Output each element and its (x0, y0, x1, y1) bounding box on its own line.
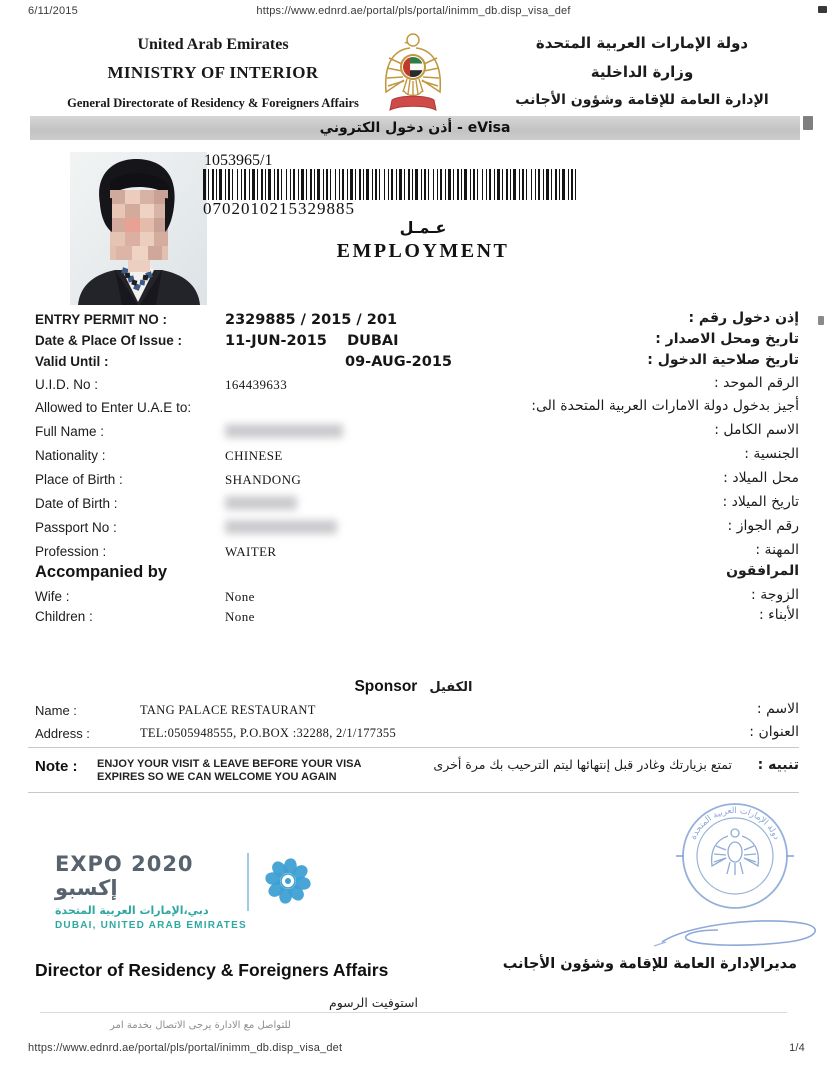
field-value: TANG PALACE RESTAURANT (140, 703, 316, 717)
official-stamp-icon (676, 800, 794, 917)
field-label: Allowed to Enter U.A.E to: (35, 400, 192, 415)
applicant-photo (70, 152, 207, 305)
field-label-ar: الأبناء : (758, 607, 799, 623)
fees-collected-ar: استوفيت الرسوم (328, 995, 419, 1010)
field-value: 11-JUN-2015 DUBAI (225, 333, 399, 349)
expo-city-en: DUBAI, UNITED ARAB EMIRATES (55, 920, 247, 931)
field-row-passport-no (35, 520, 799, 539)
accompanied-by-heading (35, 563, 799, 585)
note-text-line1: ENJOY YOUR VISIT & LEAVE BEFORE YOUR VISA (97, 758, 362, 770)
field-value: SHANDONG (225, 472, 302, 487)
directorate-name-ar: الإدارة العامة للإقامة وشؤون الأجانب (515, 92, 769, 108)
barcode-number: 0702010215329885 (203, 199, 355, 218)
field-label: Date of Birth : (35, 496, 118, 511)
expo2020-logo (55, 852, 255, 931)
page-number: 1/4 (789, 1042, 805, 1054)
field-row-place-of-birth (35, 472, 799, 491)
field-row-profession (35, 544, 799, 563)
redacted-value (225, 424, 343, 438)
field-row-allowed-to-enter (35, 400, 799, 419)
field-value: WAITER (225, 544, 277, 559)
visa-type (203, 218, 643, 263)
ministry-name-ar: وزارة الداخلية (590, 63, 694, 81)
stamp-ring-text: دولة الإمارات العربية المتحدة (688, 805, 782, 842)
field-label: Profession : (35, 544, 107, 559)
field-label: Name : (35, 703, 77, 718)
field-row-sponsor-name (35, 703, 799, 722)
print-date: 6/11/2015 (28, 5, 78, 17)
barcode (203, 169, 583, 200)
country-name: United Arab Emirates (137, 36, 289, 53)
field-label-ar: محل الميلاد : (723, 470, 799, 486)
print-url: https://www.ednrd.ae/portal/pls/portal/inimm_db.disp_visa_def (256, 5, 571, 17)
expo-rosette-icon (258, 851, 318, 916)
scan-artifact (803, 116, 813, 130)
field-label-ar: الرقم الموحد : (714, 375, 799, 391)
sponsor-heading-ar: الكفيل (429, 680, 473, 695)
field-row-date-of-birth (35, 496, 799, 515)
expo-wordmark: EXPO 2020 إكسبو (55, 852, 194, 900)
file-number: 1053965/1 (204, 152, 273, 169)
director-title-ar: مديرالإدارة العامة للإقامة وشؤون الأجانب (502, 956, 797, 972)
country-name-ar: دولة الإمارات العربية المتحدة (535, 34, 749, 52)
field-label: Children : (35, 609, 93, 624)
sponsor-heading-en: Sponsor (354, 678, 418, 695)
field-value: 164439633 (225, 377, 288, 392)
accompanied-heading-ar: المرافقون (726, 563, 799, 579)
redacted-value (225, 496, 297, 510)
field-label-ar: الزوجة : (751, 587, 799, 603)
field-value: None (225, 589, 255, 604)
redacted-value (225, 520, 337, 534)
sponsor-heading (0, 678, 827, 696)
field-row-valid-until (35, 354, 799, 373)
contact-note-ar: للتواصل مع الادارة يرجى الاتصال بخدمة امر (110, 1020, 291, 1031)
ministry-name: MINISTRY OF INTERIOR (107, 63, 319, 82)
field-row-entry-permit-no (35, 312, 799, 331)
field-label: Passport No : (35, 520, 117, 535)
field-label: Date & Place Of Issue : (35, 333, 183, 348)
field-label: U.I.D. No : (35, 377, 99, 392)
note-label-ar: تنبيه : (757, 757, 799, 773)
visa-type-arabic: عـمـل (399, 218, 447, 237)
field-value: CHINESE (225, 448, 283, 463)
evisa-title-banner (30, 116, 800, 140)
note-text-line2: EXPIRES SO WE CAN WELCOME YOU AGAIN (97, 771, 337, 783)
field-value: 09-AUG-2015 (345, 354, 453, 370)
uae-falcon-emblem-icon (380, 28, 446, 123)
director-title-en: Director of Residency & Foreigners Affairs (35, 960, 389, 980)
directorate-name: General Directorate of Residency & Foreigners Affairs (67, 96, 359, 110)
accompanied-heading-en: Accompanied by (35, 563, 168, 581)
scan-artifact (818, 316, 824, 325)
field-label: Nationality : (35, 448, 106, 463)
note-text-en (97, 758, 397, 784)
field-row-date-place-issue (35, 333, 799, 352)
field-label-ar: الاسم : (756, 701, 799, 717)
field-value: 2329885 / 2015 / 201 (225, 312, 398, 328)
field-label: Full Name : (35, 424, 105, 439)
field-label-ar: تاريخ صلاحية الدخول : (647, 352, 799, 368)
visa-type-english: EMPLOYMENT (336, 240, 510, 262)
divider-line (28, 792, 799, 793)
field-label-ar: أجيز بدخول دولة الامارات العربية المتحدة الى: (531, 398, 799, 414)
note-text-ar: تمتع بزيارتك وغادر قبل إنتهائها ليتم الترحيب بك مرة أخرى (433, 757, 732, 772)
field-label: Place of Birth : (35, 472, 123, 487)
field-label-ar: الاسم الكامل : (714, 422, 799, 438)
field-label: Wife : (35, 589, 70, 604)
expo-city-ar: دبي،الإمارات العربية المتحدة (55, 904, 209, 917)
field-row-nationality (35, 448, 799, 467)
field-row-uid-no (35, 377, 799, 396)
expo-divider (247, 853, 249, 911)
field-label: Address : (35, 726, 90, 741)
divider-line (40, 1012, 787, 1013)
scan-artifact (818, 6, 827, 13)
field-label-ar: تاريخ الميلاد : (722, 494, 799, 510)
field-row-sponsor-address (35, 726, 799, 745)
note-label: Note : (35, 758, 78, 775)
letterhead-english (48, 36, 378, 111)
field-label: ENTRY PERMIT NO : (35, 312, 168, 327)
divider-line (28, 747, 799, 748)
field-label-ar: الجنسية : (744, 446, 799, 462)
field-label: Valid Until : (35, 354, 109, 369)
field-label-ar: رقم الجواز : (727, 518, 799, 534)
field-label-ar: إذن دخول رقم : (688, 310, 799, 326)
field-row-children (35, 609, 799, 628)
letterhead-arabic (477, 34, 807, 108)
evisa-title: أذن دخول الكتروني - eVisa (319, 120, 511, 136)
field-row-wife (35, 589, 799, 608)
field-label-ar: العنوان : (749, 724, 799, 740)
field-value: None (225, 609, 255, 624)
field-row-full-name (35, 424, 799, 443)
signature-scribble-icon (648, 912, 827, 961)
footer-url: https://www.ednrd.ae/portal/pls/portal/inimm_db.disp_visa_det (28, 1042, 343, 1054)
field-label-ar: المهنة : (755, 542, 799, 558)
field-label-ar: تاريخ ومحل الاصدار : (655, 331, 799, 347)
field-value: TEL:0505948555, P.O.BOX :32288, 2/1/177355 (140, 726, 397, 740)
